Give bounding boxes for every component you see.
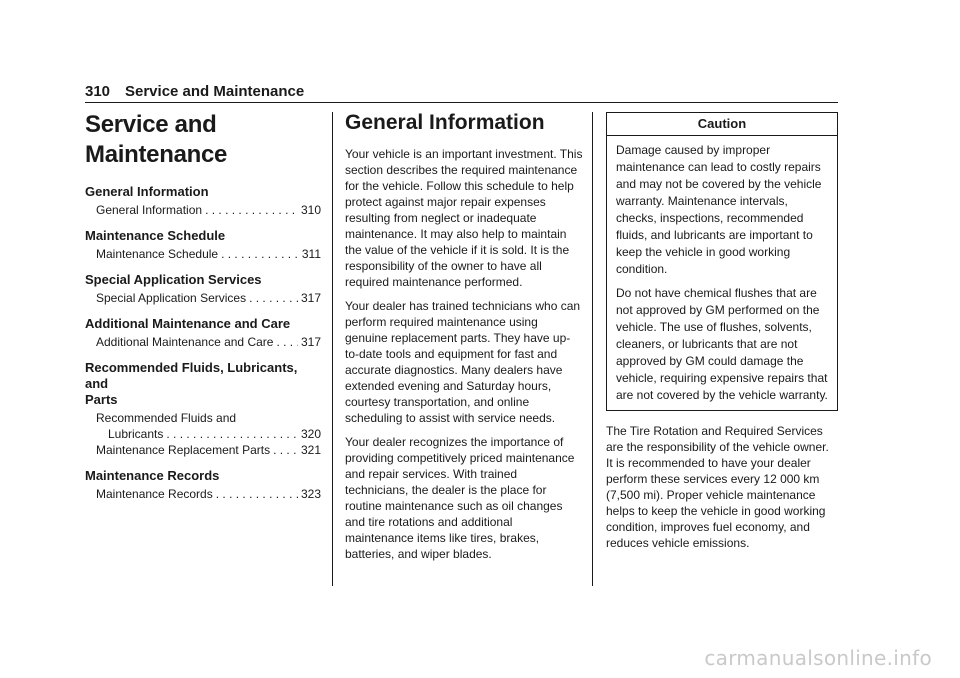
toc-heading: Recommended Fluids, Lubricants, and Parts [85,360,298,407]
toc-page: 310 [300,203,321,217]
toc-page: 311 [301,247,321,261]
caution-column [606,112,838,559]
page-header [85,82,838,103]
column-divider [332,112,333,250]
leader-dots [249,290,298,306]
toc-section-maintenance-records [85,468,321,502]
general-information-column [345,110,583,570]
leader-dots [276,334,298,350]
running-section-title: Service and Maintenance [125,83,305,100]
toc-heading: General Information [85,184,209,199]
leader-dots [205,202,298,218]
toc-entry-special-application-services[interactable]: Special Application Services . . . 317 [85,290,321,306]
column-divider [332,250,333,586]
watermark: carmanualsonline.info [704,646,932,670]
toc-entry-additional-maintenance[interactable]: Additional Maintenance and Care . . . 317 [85,334,321,350]
toc-heading: Additional Maintenance and Care [85,316,291,331]
toc-column [85,110,321,512]
toc-entry-replacement-parts[interactable]: Maintenance Replacement Parts . . . 321 [85,442,321,458]
leader-dots [221,246,299,262]
column-divider [592,112,593,586]
caution-paragraph: Do not have chemical flushes that are not approved by GM performed on the vehicle. The use of flushes, solvents, cleaners, or lubricants that are not approved by GM could damage the vehicle, requiring expensive repairs that are not covered by the vehicle warranty. [616,286,828,402]
toc-section-special-application-services [85,272,321,306]
toc-page: 321 [300,443,321,457]
leader-dots [273,442,298,458]
toc-page: 317 [300,291,321,305]
toc-entry-general-information[interactable]: General Information . . . 310 [85,202,321,218]
caution-box [606,112,838,411]
toc-page: 323 [300,487,321,501]
body-paragraph: The Tire Rotation and Required Services are the responsibility of the vehicle owner. It is recommended to have your dealer perform these services every 12 000 km (7,500 mi). Proper vehicle maintenance helps to keep the vehicle in good working condition, improves fuel economy, and reduces vehicle emissions. [606,424,829,550]
body-paragraph: Your dealer has trained technicians who can perform required maintenance using genuine replacement parts. They have up-to-date tools and equipment for fast and accurate diagnostics. Many dealers have extended evening and Saturday hours, courtesy transportation, and online scheduling to assist with service needs. [345,299,581,425]
caution-title: Caution [607,113,837,136]
caution-paragraph: Damage caused by improper maintenance can lead to costly repairs and may not be covered by the vehicle warranty. Maintenance intervals, checks, inspections, recommended fluids, and lubricants are important to keep the vehicle in good working condition. [616,143,822,276]
toc-heading: Special Application Services [85,272,262,287]
leader-dots [166,426,298,442]
toc-heading: Maintenance Records [85,468,220,483]
toc-section-maintenance-schedule [85,228,321,262]
toc-section-additional-maintenance [85,316,321,350]
toc-entry-maintenance-records[interactable]: Maintenance Records . . . 323 [85,486,321,502]
page-number: 310 [85,83,111,100]
toc-entry-maintenance-schedule[interactable]: Maintenance Schedule . . . 311 [85,246,321,262]
section-heading: General Information [345,111,545,134]
body-paragraph: Your dealer recognizes the importance of providing competitively priced maintenance and repair services. With trained technicians, the dealer is the place for routine maintenance such as oil changes and tire rotations and additional maintenance items like tires, brakes, batteries, and wiper blades. [345,435,575,561]
toc-entry-recommended-fluids-line1[interactable]: Recommended Fluids and [96,411,237,425]
toc-section-recommended-fluids [85,360,321,458]
toc-page: 317 [300,335,321,349]
caution-body [607,136,837,410]
toc-section-general-information [85,184,321,218]
toc-heading: Maintenance Schedule [85,228,226,243]
chapter-title: Service and Maintenance [85,111,228,168]
toc-entry-recommended-fluids-line2[interactable]: Lubricants . . . 320 [85,426,321,442]
body-paragraph: Your vehicle is an important investment. This section describes the required maintenance for the vehicle. Follow this schedule to help protect against major repair expenses resulting from neglect or inadequate maintenance. It may also help to maintain the value of the vehicle if it is sold. It is the responsibility of the owner to have all required maintenance performed. [345,147,583,289]
leader-dots [216,486,298,502]
toc-page: 320 [300,427,321,441]
